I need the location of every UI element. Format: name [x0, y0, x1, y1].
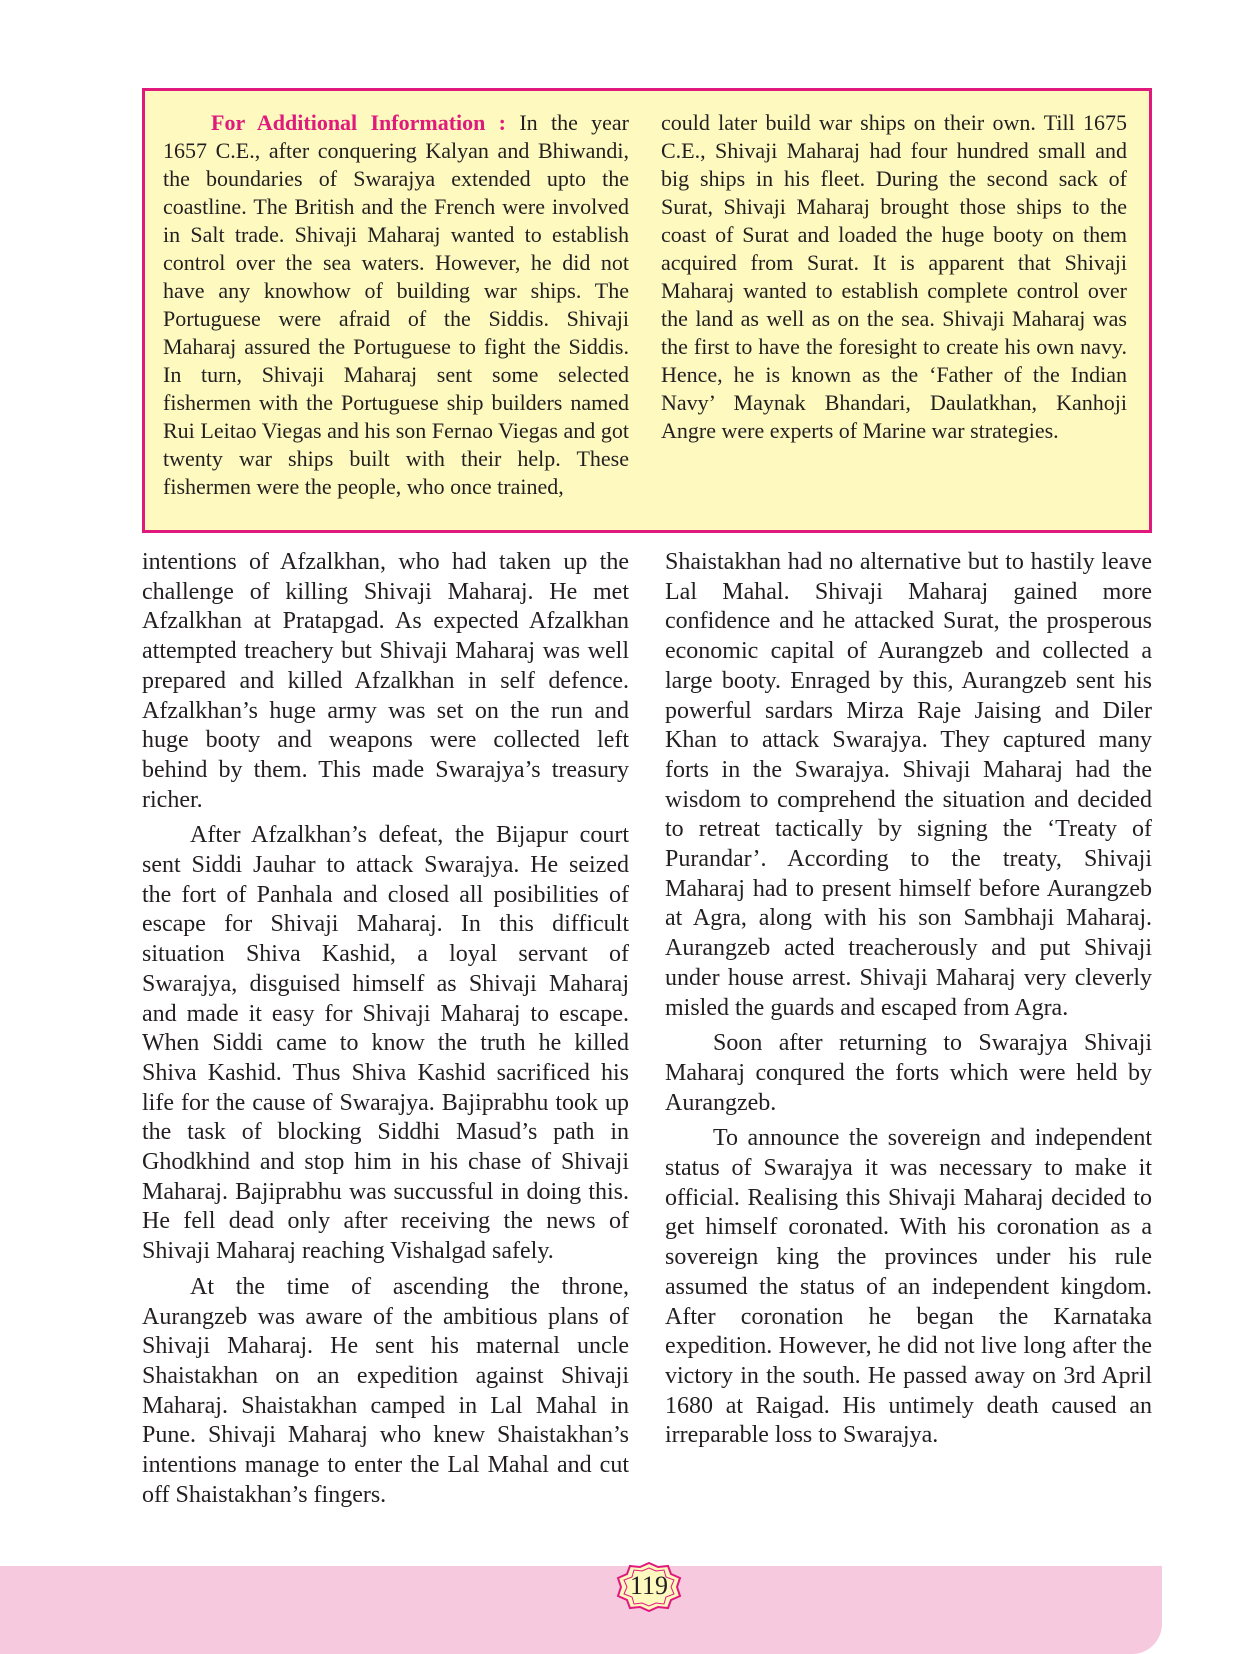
left-column — [142, 548, 629, 1538]
paragraph-return-swarajya: Soon after returning to Swarajya Shivaji Maharaj conqured the forts which were held by Aurangzeb. — [665, 1030, 1152, 1116]
info-box-left-text: In the year 1657 C.E., after conquering Kalyan and Bhiwandi, the boundaries of Swarajya extended upto the coastline. The British and the French were involved in Salt trade. Shivaji Maharaj wanted to establish control over the sea waters. However, he did not have any knowhow of building war ships. The Portuguese were afraid of the Siddis. Shivaji Maharaj assured the Portuguese to fight the Siddis. In turn, Shivaji Maharaj sent some selected fishermen with the Portuguese ship builders named Rui Leitao Viegas and his son Fernao Viegas and got twenty war ships built with their help. These fishermen were the people, who once trained, — [163, 110, 629, 499]
page-number: 119 — [629, 1571, 669, 1600]
paragraph-afzalkhan: intentions of Afzalkhan, who had taken up the challenge of killing Shivaji Maharaj. He met Afzalkhan at Pratapgad. As expected Afzalkhan attempted treachery but Shivaji Maharaj was well prepared and killed Afzalkhan in self defence. Afzalkhan’s huge army was set on the run and huge booty and weapons were collected left behind by them. This made Swarajya’s treasury richer. — [142, 549, 629, 813]
page-number-badge — [614, 1560, 684, 1614]
right-column — [665, 548, 1152, 1538]
additional-info-box — [142, 88, 1152, 533]
paragraph-shaistakhan: At the time of ascending the throne, Aurangzeb was aware of the ambitious plans of Shivaji Maharaj. He sent his maternal uncle Shaistakhan on an expedition against Shivaji Maharaj. Shaistakhan camped in Lal Mahal in Pune. Shivaji Maharaj who knew Shaistakhan’s intentions manage to enter the Lal Mahal and cut off Shaistakhan’s fingers. — [142, 1273, 629, 1508]
info-box-left-paragraph — [163, 109, 629, 501]
info-box-right-column — [661, 109, 1127, 530]
footer-band — [0, 1566, 1162, 1654]
paragraph-coronation: To announce the sovereign and independent status of Swarajya it was necessary to make it official. Realising this Shivaji Maharaj decided to get himself coronated. With his coronation as a sovereign king the provinces under his rule assumed the status of an independent kingdom. After coronation he began the Karnataka expedition. However, he did not live long after the victory in the south. He passed away on 3rd April 1680 at Raigad. His untimely death caused an irreparable loss to Swarajya. — [665, 1125, 1152, 1449]
main-text — [142, 548, 1152, 1538]
info-box-heading: For Additional Information : — [211, 110, 506, 135]
info-box-left-column — [163, 109, 629, 530]
paragraph-siddi-jauhar: After Afzalkhan’s defeat, the Bijapur court sent Siddi Jauhar to attack Swarajya. He seized the fort of Panhala and closed all posibilities of escape for Shivaji Maharaj. In this difficult situation Shiva Kashid, a loyal servant of Swarajya, disguised himself as Shivaji Maharaj and made it easy for Shivaji Maharaj to escape. When Siddi came to know the truth he killed Shiva Kashid. Thus Shiva Kashid sacrificed his life for the cause of Swarajya. Bajiprabhu took up the task of blocking Siddhi Masud’s path in Ghodkhind and stop him in his chase of Shivaji Maharaj. Bajiprabhu was succussful in doing this. He fell dead only after receiving the news of Shivaji Maharaj reaching Vishalgad safely. — [142, 822, 629, 1265]
info-box-right-text: could later build war ships on their own. Till 1675 C.E., Shivaji Maharaj had four hundred small and big ships in his fleet. During the second sack of Surat, Shivaji Maharaj brought those ships to the coast of Surat and loaded the huge booty on them acquired from Surat. It is apparent that Shivaji Maharaj wanted to establish complete control over the land as well as on the sea. Shivaji Maharaj was the first to have the foresight to create his own navy. Hence, he is known as the ‘Father of the Indian Navy’ Maynak Bhandari, Daulatkhan, Kanhoji Angre were experts of Marine war strategies. — [661, 110, 1127, 443]
paragraph-surat-purandar: Shaistakhan had no alternative but to hastily leave Lal Mahal. Shivaji Maharaj gained more confidence and he attacked Surat, the prosperous economic capital of Aurangzeb and collected a large booty. Enraged by this, Aurangzeb sent his powerful sardars Mirza Raje Jaising and Diler Khan to attack Swarajya. They captured many forts in the Swarajya. Shivaji Maharaj had the wisdom to comprehend the situation and decided to retreat tactically by signing the ‘Treaty of Purandar’. According to the treaty, Shivaji Maharaj had to present himself before Aurangzeb at Agra, along with his son Sambhaji Maharaj. Aurangzeb acted treacherously and put Shivaji under house arrest. Shivaji Maharaj very cleverly misled the guards and escaped from Agra. — [665, 549, 1152, 1021]
